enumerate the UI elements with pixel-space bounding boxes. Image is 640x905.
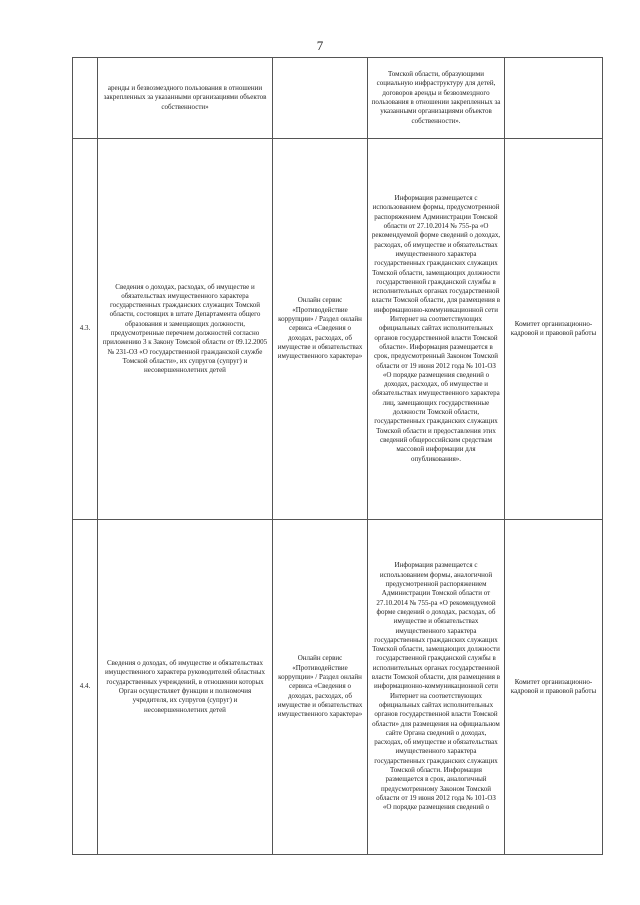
row-responsible: [505, 58, 603, 139]
row-responsible: Комитет организационно-кадровой и правовой работы: [505, 520, 603, 855]
row-info: Томской области, образующими социальную инфраструктуру для детей, договоров аренды и безвозмездного пользования в отношении закрепленных за указанными организациями объектов собственности».: [368, 58, 505, 139]
row-description: Сведения о доходах, об имуществе и обязательствах имущественного характера руководителей областных государственных учреждений, в отношении которых Орган осуществляет функции и полномочия учредителя, их супругов (супруг) и несовершеннолетних детей: [98, 520, 273, 855]
row-info: Информация размещается с использованием формы, предусмотренной распоряжением Администрации Томской области от 27.10.2014 № 755-ра «О рекомендуемой форме сведений о доходах, расходах, об имуществе и обязательствах имущественного характера государственных гражданских служащих Томской области, замещающих должности государственной гражданской службы в исполнительных органах государственной власти Томской области, для размещения в информационно-коммуникационной сети Интернет на соответствующих официальных сайтах исполнительных органов государственной власти Томской области». Информация размещается в срок, предусмотренный Законом Томской области от 19 июня 2012 года № 101-ОЗ «О порядке размещения сведений о доходах, расходах, об имуществе и обязательствах имущественного характера лиц, замещающих государственные должности Томской области, государственных гражданских служащих Томской области и предоставления этих сведений общероссийским средствам массовой информации для опубликования».: [368, 139, 505, 520]
table-row: [73, 139, 603, 520]
table-row: [73, 58, 603, 139]
table-row: [73, 520, 603, 855]
page-number: 7: [316, 38, 324, 53]
row-source: Онлайн сервис «Противодействие коррупции» / Раздел онлайн сервиса «Сведения о доходах, расходах, об имуществе и обязательствах имущественного характера»: [273, 520, 368, 855]
row-description: Сведения о доходах, расходах, об имуществе и обязательствах имущественного характера государственных гражданских служащих Томской области, состоящих в штате Департамента общего образования и замещающих должности, предусмотренные перечнем должностей согласно приложению 3 к Закону Томской области от 09.12.2005 № 231-ОЗ «О государственной гражданской службе Томской области», их супругов (супруг) и несовершеннолетних детей: [98, 139, 273, 520]
row-number: 4.3.: [73, 139, 98, 520]
row-source: Онлайн сервис «Противодействие коррупции» / Раздел онлайн сервиса «Сведения о доходах, расходах, об имуществе и обязательствах имущественного характера»: [273, 139, 368, 520]
row-source: [273, 58, 368, 139]
row-responsible: Комитет организационно-кадровой и правовой работы: [505, 139, 603, 520]
row-number: [73, 58, 98, 139]
row-info: Информация размещается с использованием формы, аналогичной предусмотренной распоряжением Администрации Томской области от 27.10.2014 № 755-ра «О рекомендуемой форме сведений о доходах, расходах, об имуществе и обязательствах имущественного характера государственных гражданских служащих Томской области, замещающих должности государственной гражданской службы в исполнительных органах государственной власти Томской области, для размещения в информационно-коммуникационной сети Интернет на соответствующих официальных сайтах исполнительных органов государственной власти Томской области» для размещения на официальном сайте Органа сведений о доходах, расходах, об имуществе и обязательствах имущественного характера государственных гражданских служащих Томской области. Информация размещается в срок, аналогичный предусмотренному Законом Томской области от 19 июня 2012 года № 101-ОЗ «О порядке размещения сведений о: [368, 520, 505, 855]
row-number: 4.4.: [73, 520, 98, 855]
row-description: аренды и безвозмездного пользования в отношении закрепленных за указанными организациями объектов собственности»: [98, 58, 273, 139]
measures-table: [72, 57, 603, 855]
